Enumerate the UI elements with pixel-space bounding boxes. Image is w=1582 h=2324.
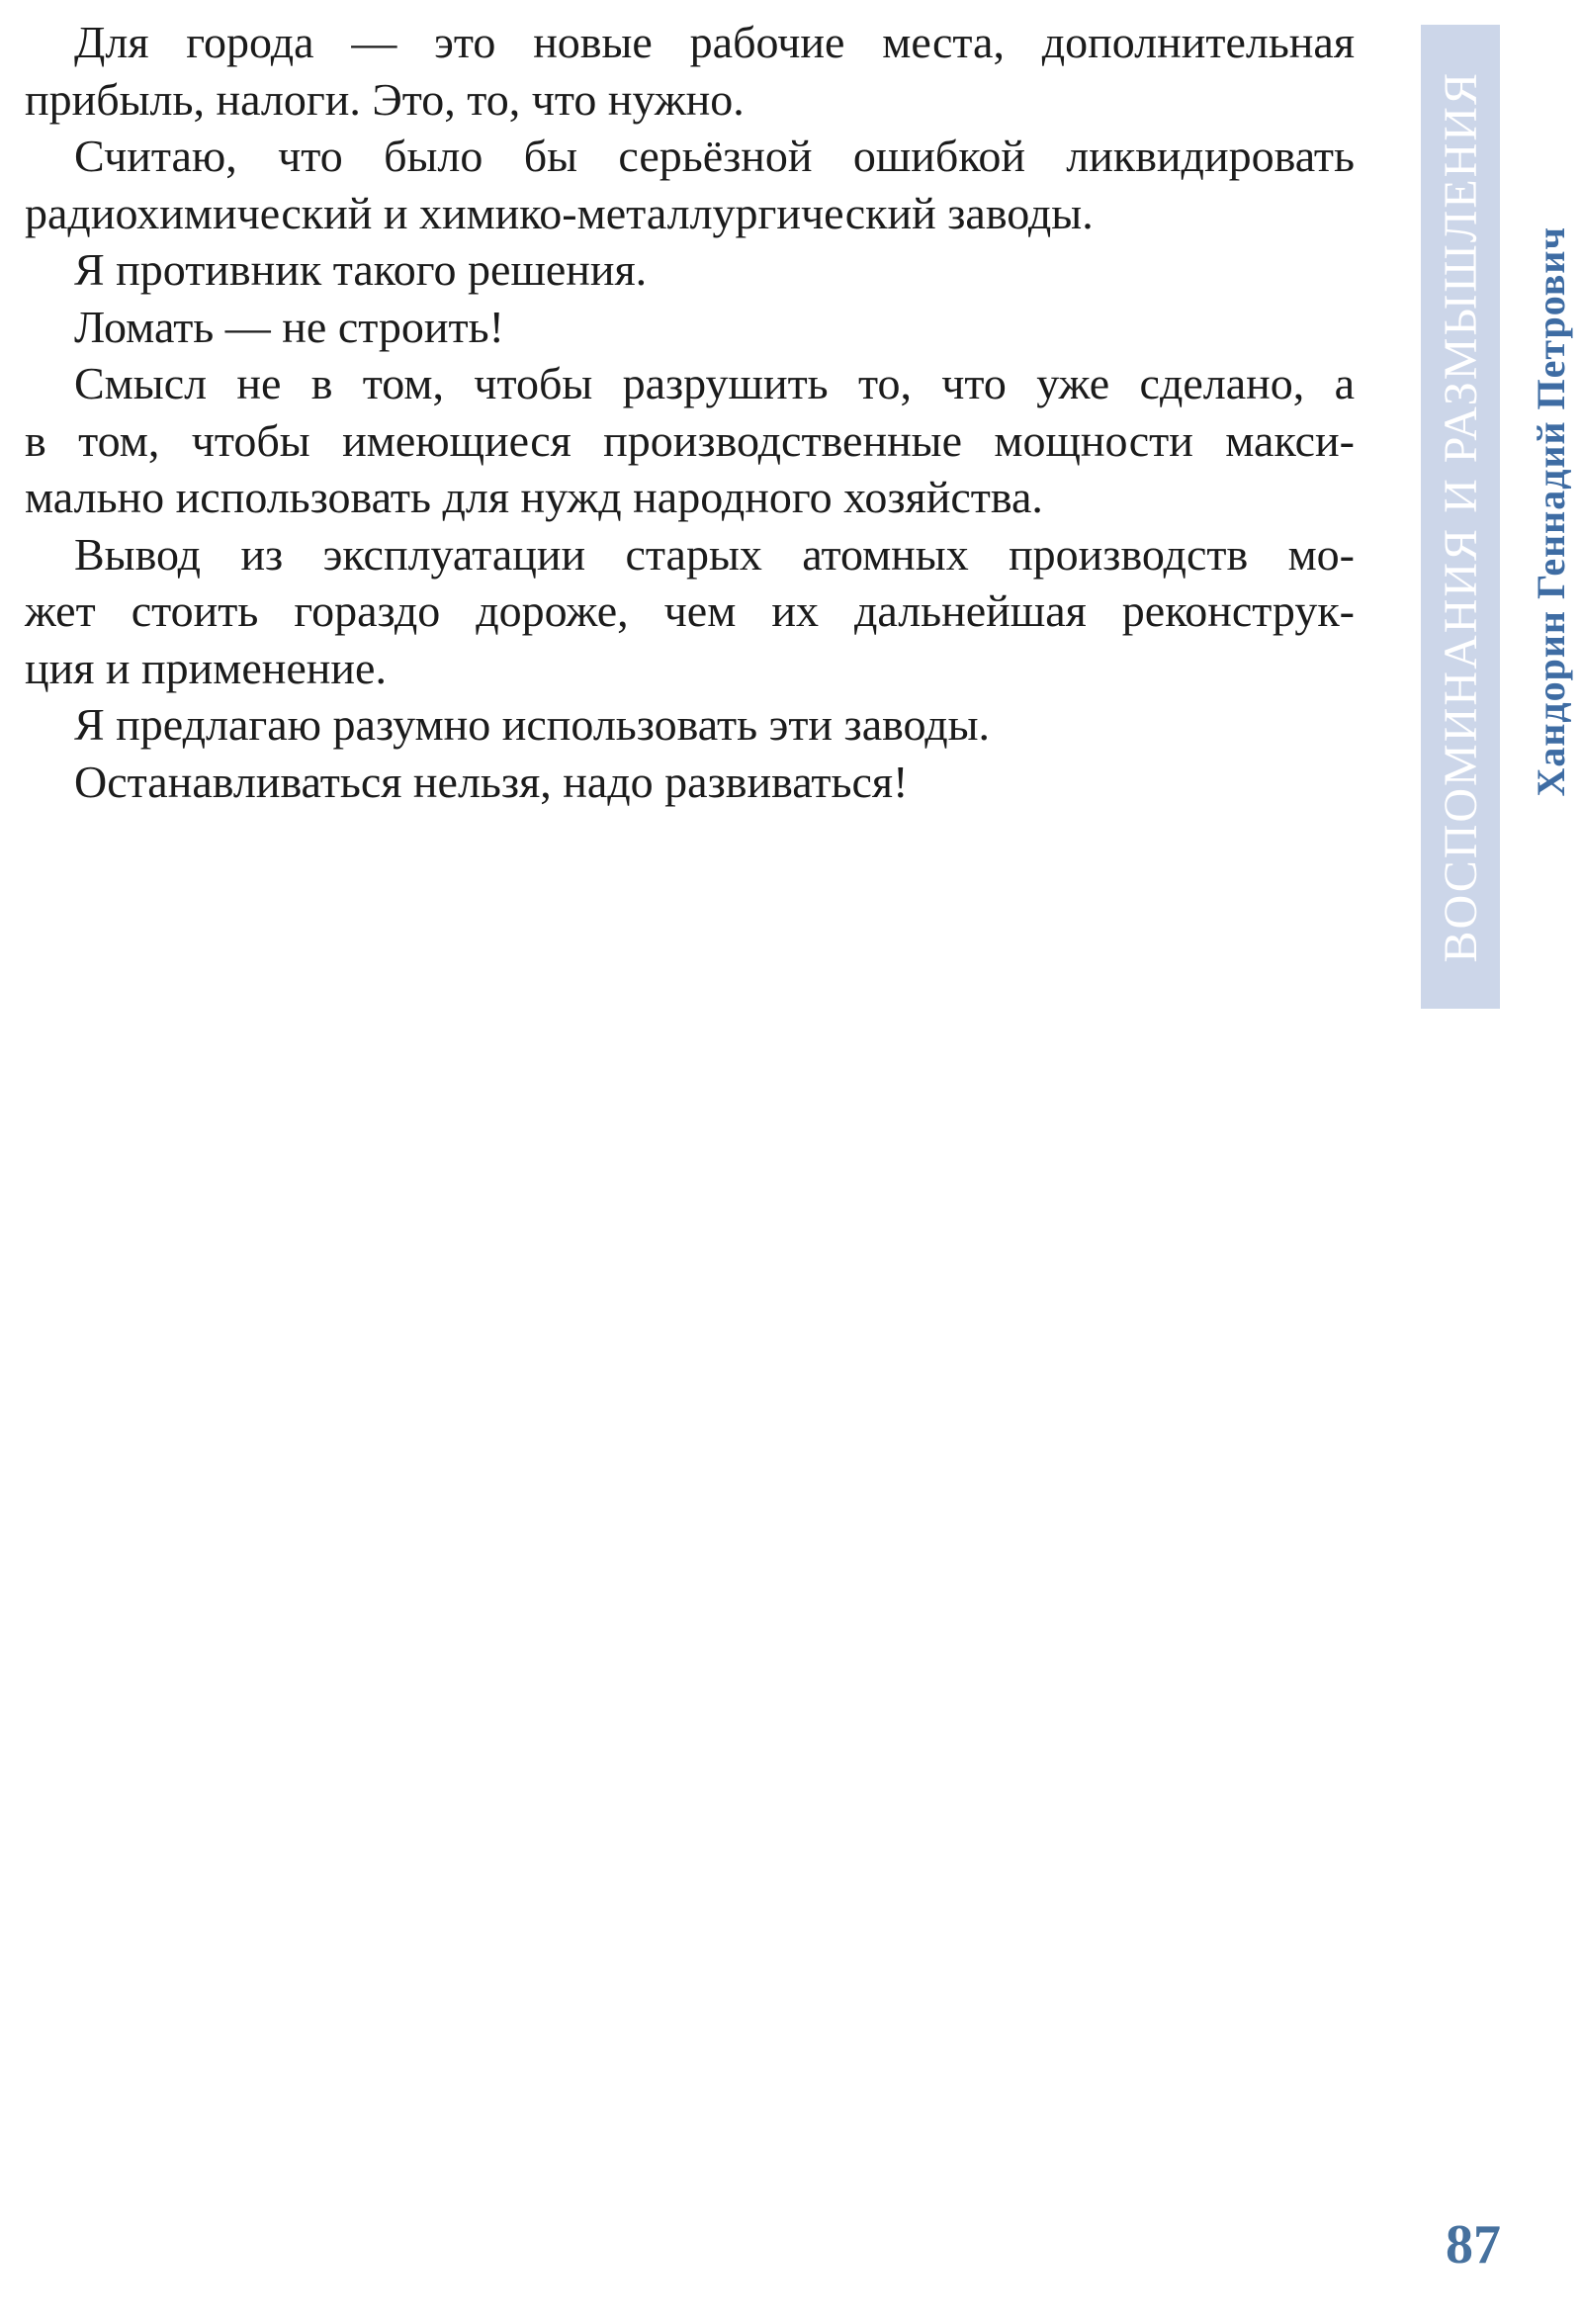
text-line: жет стоить гораздо дороже, чем их дальнейшая реконструк- [25, 585, 1355, 636]
text-line: мально использовать для нужд народного хозяйства. [25, 472, 1043, 522]
text-line: ция и применение. [25, 642, 387, 693]
text-line: в том, чтобы имеющиеся производственные мощности макси- [25, 414, 1355, 466]
chapter-band [1421, 25, 1500, 1009]
chapter-title-vertical: ВОСПОМИНАНИЯ И РАЗМЫШЛЕНИЯ [1434, 70, 1487, 963]
author-name-vertical: Хандорин Геннадий Петрович [1528, 226, 1573, 797]
text-line: Ломать — не строить! [74, 301, 504, 352]
page-number: 87 [1446, 2214, 1501, 2276]
text-line: Вывод из эксплуатации старых атомных производств мо- [74, 528, 1355, 580]
text-line: Смысл не в том, чтобы разрушить то, что уже сделано, а [74, 358, 1355, 408]
text-line: Для города — это новые рабочие места, дополнительная [74, 17, 1355, 67]
text-line: Останавливаться нельзя, надо развиваться! [74, 756, 909, 807]
text-line: прибыль, налоги. Это, то, что нужно. [25, 73, 745, 125]
author-sidebar [1521, 223, 1580, 801]
body-text [25, 14, 1355, 810]
text-line: Я противник такого решения. [74, 244, 648, 295]
text-line: Я предлагаю разумно использовать эти заводы. [74, 699, 991, 750]
text-line: радиохимический и химико-металлургический заводы. [25, 187, 1094, 238]
text-line: Считаю, что было бы серьёзной ошибкой ликвидировать [74, 131, 1355, 181]
